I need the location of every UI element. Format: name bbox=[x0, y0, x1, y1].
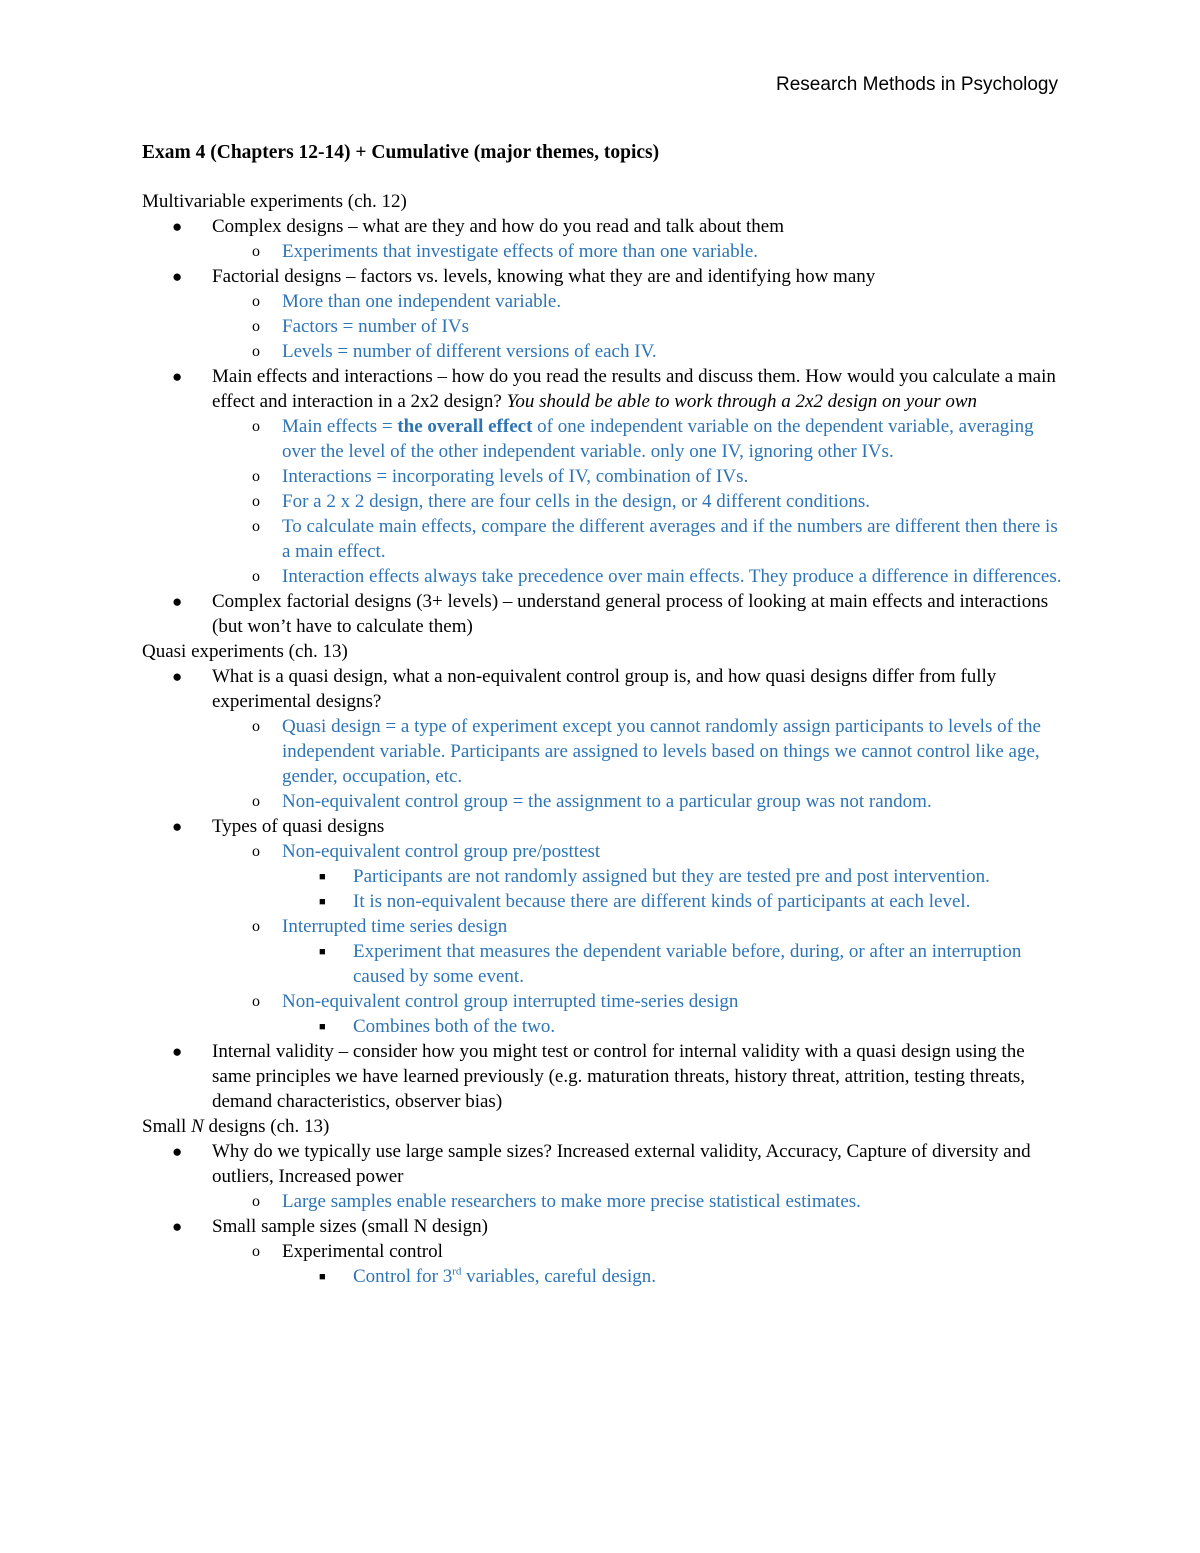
list-item: ● Factorial designs – factors vs. levels, knowing what they are and identifying how many bbox=[172, 266, 876, 287]
list-item: o Interaction effects always take precedence over main effects. They produce a difference in differences. bbox=[252, 566, 1062, 587]
circle-bullet-icon: o bbox=[252, 518, 260, 535]
list-item: ● Small sample sizes (small N design) bbox=[172, 1216, 488, 1237]
circle-bullet-icon: o bbox=[252, 918, 260, 935]
list-item: ■ Experiment that measures the dependent variable before, during, or after an interruption caused by some event. bbox=[319, 941, 1022, 987]
list-item: o More than one independent variable. bbox=[252, 291, 562, 312]
circle-bullet-icon: o bbox=[252, 718, 260, 735]
list-item: o Levels = number of different versions of each IV. bbox=[252, 341, 657, 362]
section-heading-small-n: Small N designs (ch. 13) bbox=[142, 1116, 330, 1137]
bullet-icon: ● bbox=[172, 267, 183, 286]
square-bullet-icon: ■ bbox=[319, 1021, 326, 1033]
circle-bullet-icon: o bbox=[252, 993, 260, 1010]
circle-bullet-icon: o bbox=[252, 568, 260, 585]
list-item: ● Why do we typically use large sample sizes? Increased external validity, Accuracy, Capture of diversity and outliers, Increased power bbox=[172, 1141, 1031, 1187]
running-header: Research Methods in Psychology bbox=[776, 74, 1058, 95]
list-item: ● Main effects and interactions – how do you read the results and discuss them. How would you calculate a main effect and interaction in a 2x2 design? You should be able to work through a 2x2 design on your own bbox=[172, 366, 1056, 412]
list-item: ■ It is non-equivalent because there are different kinds of participants at each level. bbox=[142, 889, 1062, 914]
list-item: o Experiments that investigate effects of more than one variable. bbox=[252, 241, 759, 262]
bullet-icon: ● bbox=[172, 1217, 183, 1236]
section-list-small-n bbox=[142, 1139, 1062, 1289]
circle-bullet-icon: o bbox=[252, 318, 260, 335]
circle-bullet-icon: o bbox=[252, 843, 260, 860]
document-title: Exam 4 (Chapters 12-14) + Cumulative (major themes, topics) bbox=[142, 142, 660, 163]
list-item: o Interactions = incorporating levels of IV, combination of IVs. bbox=[252, 466, 749, 487]
list-item: o Non-equivalent control group interrupted time-series design bbox=[252, 991, 739, 1012]
bullet-icon: ● bbox=[172, 667, 183, 686]
section-list-quasi bbox=[142, 664, 1062, 1114]
bullet-icon: ● bbox=[172, 1142, 183, 1161]
list-item: ● Complex factorial designs (3+ levels) – understand general process of looking at main effects and interactions (but won’t have to calculate them) bbox=[172, 591, 1049, 637]
section-list-multivariable bbox=[142, 214, 1062, 639]
list-item: ■ Participants are not randomly assigned but they are tested pre and post intervention. bbox=[142, 864, 1062, 889]
square-bullet-icon: ■ bbox=[319, 871, 326, 883]
circle-bullet-icon: o bbox=[252, 493, 260, 510]
circle-bullet-icon: o bbox=[252, 468, 260, 485]
circle-bullet-icon: o bbox=[252, 1243, 260, 1260]
list-item: o Non-equivalent control group = the assignment to a particular group was not random. bbox=[252, 791, 932, 812]
section-heading-quasi: Quasi experiments (ch. 13) bbox=[142, 641, 348, 662]
list-item: ■ Control for 3rd variables, careful design. bbox=[142, 1264, 1062, 1289]
circle-bullet-icon: o bbox=[252, 343, 260, 360]
circle-bullet-icon: o bbox=[252, 1193, 260, 1210]
list-item: o For a 2 x 2 design, there are four cells in the design, or 4 different conditions. bbox=[252, 491, 870, 512]
bullet-icon: ● bbox=[172, 367, 183, 386]
circle-bullet-icon: o bbox=[252, 293, 260, 310]
square-bullet-icon: ■ bbox=[319, 896, 326, 908]
list-item: o To calculate main effects, compare the different averages and if the numbers are different then there is a main effect. bbox=[252, 516, 1058, 562]
list-item: o Experimental control bbox=[252, 1241, 443, 1262]
circle-bullet-icon: o bbox=[252, 793, 260, 810]
bullet-icon: ● bbox=[172, 217, 183, 236]
list-item: o Main effects = the overall effect of one independent variable on the dependent variable, averaging over the level of the other independent variable. only one IV, ignoring other IVs. bbox=[252, 416, 1034, 462]
list-item: ● What is a quasi design, what a non-equivalent control group is, and how quasi designs differ from fully experimental designs? bbox=[172, 666, 997, 712]
bullet-icon: ● bbox=[172, 592, 183, 611]
square-bullet-icon: ■ bbox=[319, 1271, 326, 1283]
circle-bullet-icon: o bbox=[252, 243, 260, 260]
list-item: o Large samples enable researchers to make more precise statistical estimates. bbox=[252, 1191, 861, 1212]
document-body bbox=[142, 140, 1062, 1289]
square-bullet-icon: ■ bbox=[319, 946, 326, 958]
bullet-icon: ● bbox=[172, 1042, 183, 1061]
list-item: o Factors = number of IVs bbox=[252, 316, 469, 337]
list-item: o Interrupted time series design bbox=[252, 916, 508, 937]
list-item: ● Types of quasi designs bbox=[172, 816, 385, 837]
list-item: o Non-equivalent control group pre/posttest bbox=[252, 841, 601, 862]
section-heading-multivariable: Multivariable experiments (ch. 12) bbox=[142, 191, 407, 212]
list-item: ■ Combines both of the two. bbox=[142, 1014, 1062, 1039]
list-item: ● Complex designs – what are they and how do you read and talk about them bbox=[172, 216, 784, 237]
list-item: ● Internal validity – consider how you might test or control for internal validity with a quasi design using the same principles we have learned previously (e.g. maturation threats, history threat, attrition, testing threats, demand characteristics, observer bias) bbox=[172, 1041, 1026, 1112]
bullet-icon: ● bbox=[172, 817, 183, 836]
list-item: o Quasi design = a type of experiment except you cannot randomly assign participants to levels of the independent variable. Participants are assigned to levels based on things we cannot control like age, gender, occupation, etc. bbox=[252, 716, 1041, 787]
circle-bullet-icon: o bbox=[252, 418, 260, 435]
